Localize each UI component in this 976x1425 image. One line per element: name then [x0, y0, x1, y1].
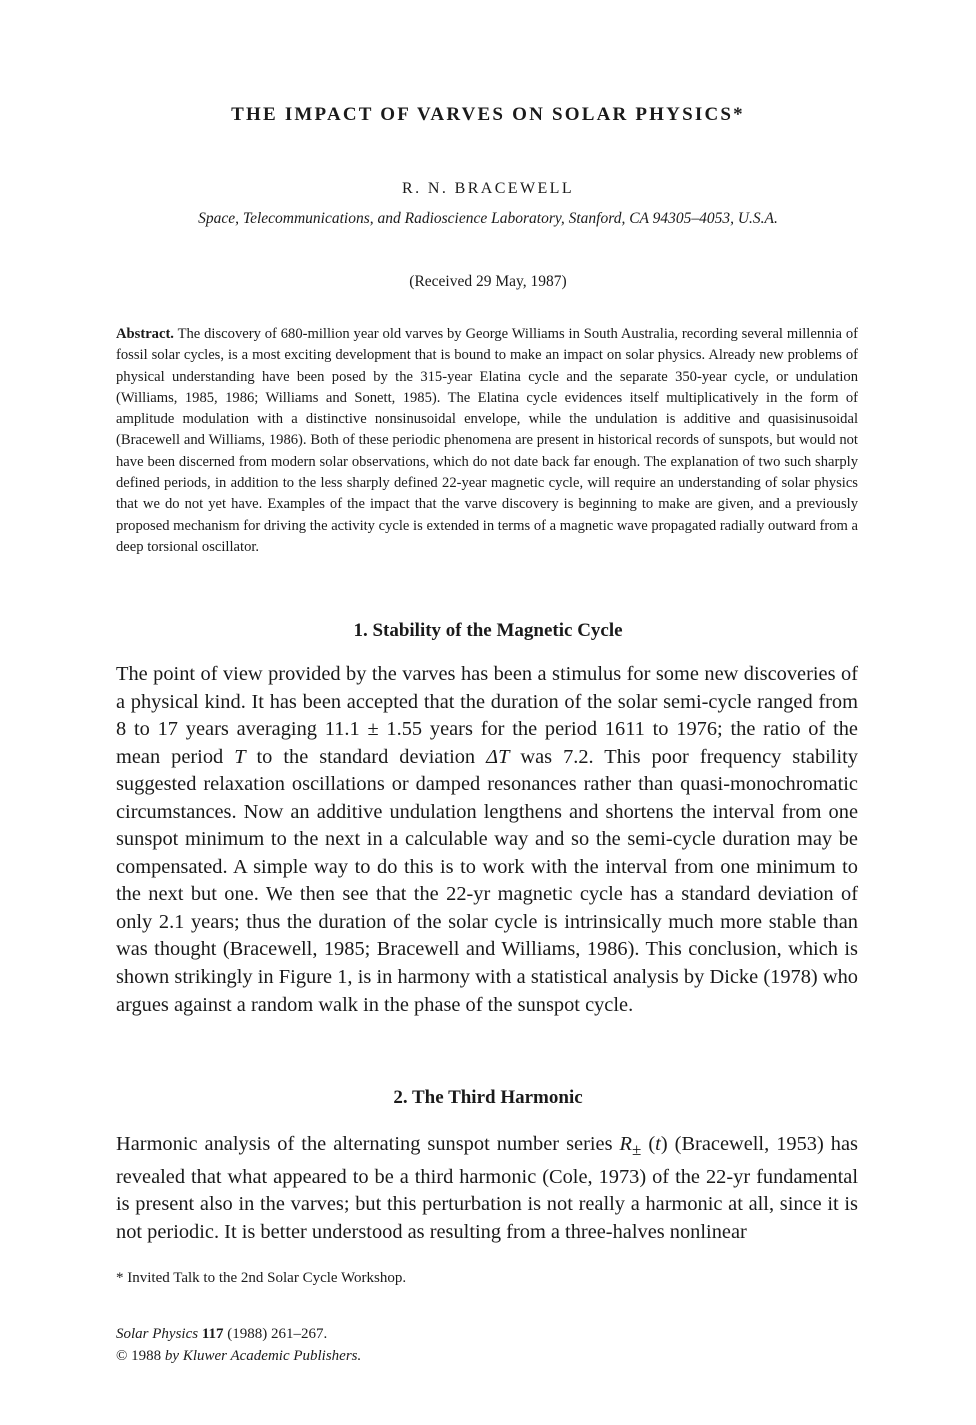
- section-2-paragraph: [116, 1131, 858, 1246]
- journal-pages: (1988) 261–267.: [227, 1326, 328, 1342]
- article-title: THE IMPACT OF VARVES ON SOLAR PHYSICS*: [231, 104, 745, 125]
- journal-citation: [116, 1323, 361, 1367]
- symbol-R-subscript: ±: [632, 1140, 642, 1160]
- journal-name: Solar Physics: [116, 1326, 199, 1342]
- author-affiliation: Space, Telecommunications, and Radioscience Laboratory, Stanford, CA 94305–4053, U.S.A.: [198, 210, 778, 227]
- section-heading-2: 2. The Third Harmonic: [393, 1087, 583, 1108]
- section-1-text-a: The point of view provided by the varves has been a stimulus for some new discoveries of a physical kind. It has been accepted that the duration of the solar semi-cycle ranged from 8 to 17 years averaging 11.1 ± 1.55 years for the period 1611 to 1976; the ratio of the mean period: [116, 663, 858, 768]
- section-2-text-c: ) (Bracewell, 1953) has revealed that what appeared to be a third harmonic (Cole, 1973) of the 22-yr fundamental is present also in the varves; but this perturbation is not really a harmonic at all, since it is not periodic. It is better understood as resulting from a three-halves nonlinear: [116, 1133, 858, 1243]
- symbol-T: T: [234, 745, 246, 768]
- section-2-text-b: (: [648, 1133, 656, 1155]
- abstract-text: The discovery of 680-million year old varves by George Williams in South Australia, recording several millennia of fossil solar cycles, is a most exciting development that is bound to make an impact on solar physics. Already new problems of physical understanding have been posed by the 315-year Elatina cycle and the separate 350-year cycle, or undulation (Williams, 1985, 1986; Williams and Sonett, 1985). The Elatina cycle evidences itself multiplicatively in the form of amplitude modulation with a distinctive nonsinusoidal envelope, while the undulation is additive and quasisinusoidal (Bracewell and Williams, 1986). Both of these periodic phenomena are present in historical records of sunspots, but would not have been discerned from modern solar observations, which do not date back far enough. The explanation of two such sharply defined periods, in addition to the less sharply defined 22-year magnetic cycle, will require an understanding of solar physics that we do not yet have. Examples of the impact that the varve discovery is beginning to make are given, and a previously proposed mechanism for driving the activity cycle is extended in terms of a magnetic wave propagated radially outward from a deep torsional oscillator.: [116, 326, 859, 555]
- footnote: * Invited Talk to the 2nd Solar Cycle Workshop.: [116, 1270, 407, 1286]
- section-heading-1: 1. Stability of the Magnetic Cycle: [353, 620, 623, 641]
- author-name: R. N. BRACEWELL: [402, 180, 574, 197]
- section-1-paragraph: [116, 661, 858, 1019]
- received-date: (Received 29 May, 1987): [409, 273, 567, 290]
- symbol-t: t: [655, 1133, 661, 1155]
- abstract: [116, 324, 858, 558]
- copyright-line: [116, 1345, 361, 1367]
- journal-volume: 117: [201, 1326, 224, 1342]
- symbol-R: R: [619, 1133, 632, 1155]
- symbol-delta-T: ΔT: [486, 745, 510, 768]
- section-2-text-a: Harmonic analysis of the alternating sunspot number series: [116, 1133, 620, 1155]
- section-1-text-b: to the standard deviation: [245, 745, 487, 768]
- journal-line: [116, 1323, 361, 1345]
- section-1-text-c: was 7.2. This poor frequency stability suggested relaxation oscillations or damped resonances rather than quasi-monochromatic circumstances. Now an additive undulation lengthens and shortens the interval from one sunspot minimum to the next in a calculable way and so the semi-cycle duration may be compensated. A simple way to do this is to work with the interval from one minimum to the next but one. We then see that the 22-yr magnetic cycle has a standard deviation of only 2.1 years; thus the duration of the solar cycle is intrinsically much more stable than was thought (Bracewell, 1985; Bracewell and Williams, 1986). This conclusion, which is shown strikingly in Figure 1, is in harmony with a statistical analysis by Dicke (1978) who argues against a random walk in the phase of the sunspot cycle.: [116, 745, 858, 1016]
- publisher: by Kluwer Academic Publishers.: [164, 1348, 362, 1364]
- copyright-year: © 1988: [116, 1348, 162, 1364]
- abstract-label: Abstract.: [116, 326, 174, 342]
